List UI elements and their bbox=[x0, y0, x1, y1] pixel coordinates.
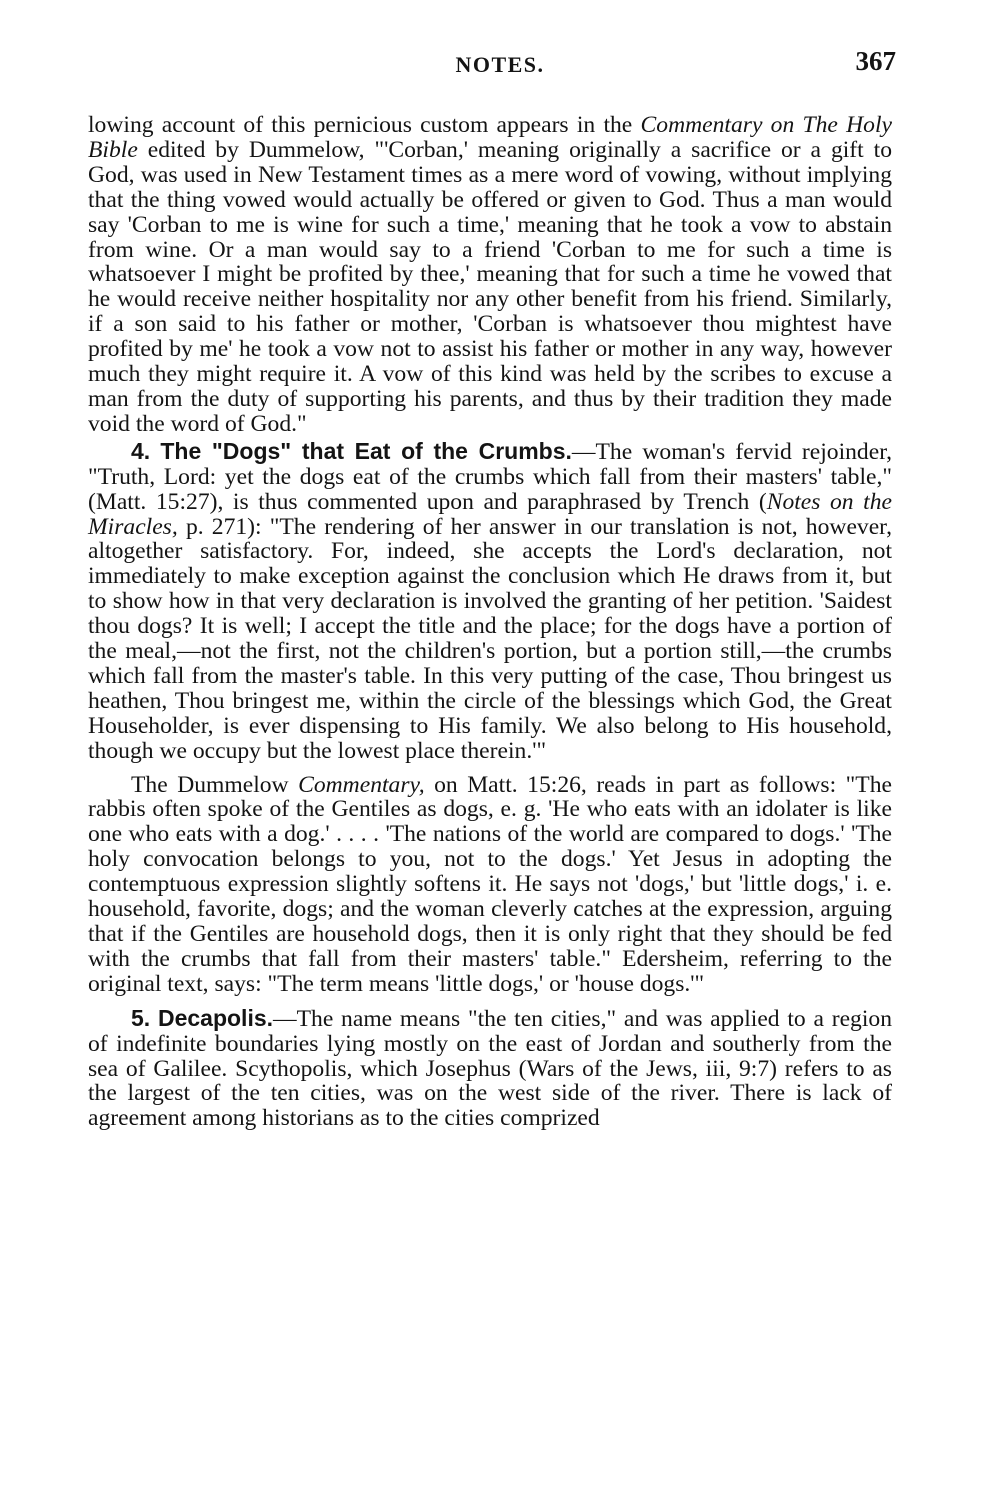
miracles-title: Notes on the Miracles, bbox=[88, 488, 892, 540]
body-text bbox=[88, 113, 892, 1131]
note-heading-decapolis: Decapolis. bbox=[157, 1004, 274, 1031]
paragraph-decapolis bbox=[88, 1006, 892, 1132]
note-number-5: 5. bbox=[131, 1004, 151, 1031]
page-number: 367 bbox=[855, 46, 896, 76]
paragraph-corban-continued bbox=[88, 113, 892, 437]
paragraph-dogs-crumbs bbox=[88, 439, 892, 764]
commentary-title: Commentary on The Holy Bible bbox=[88, 112, 893, 163]
note-number-4: 4. bbox=[131, 437, 151, 464]
paragraph-dummelow bbox=[88, 773, 892, 997]
note-heading-dogs: The "Dogs" that Eat of the Crumbs. bbox=[160, 437, 572, 464]
dummelow-text-1: The Dummelow bbox=[131, 771, 299, 798]
dogs-text-2: p. 271): "The rendering of her answer in our translation is not, however, altogether satisfactory. For, indeed, she accepts the Lord's declaration, not immediately to make exception against the conclusion which He draws from it, but to show how in that very declaration is involved the granting of her petition. 'Saidest thou dogs? It is well; I accept the title and the place; for the dogs have a portion of the meal,—not the first, not the children's portion, but a portion still,—the crumbs which fall from the master's table. In this very putting of the case, Thou bringest us heathen, Thou bringest me, within the circle of the blessings which God, the Great Householder, is ever dispensing to His family. We also belong to His household, though we occupy but the lowest place therein.'" bbox=[88, 513, 892, 764]
dogs-text-1: —The woman's fervid rejoinder, "Truth, Lord: yet the dogs eat of the crumbs which fall from their masters' table," (Matt. 15:27), is thus commented upon and paraphrased by Trench ( bbox=[88, 438, 893, 515]
dummelow-text-2: on Matt. 15:26, reads in part as follows: "The rabbis often spoke of the Gentiles as dogs, e. g. 'He who eats with an idolater is like one who eats with a dog.' . . . . 'The nations of the world are compared to dogs.' 'The holy convocation belongs to you, not to the dogs.' Yet Jesus in adopting the contemptuous expression slightly softens it. He says not 'dogs,' but 'little dogs,' i. e. household, favorite, dogs; and the woman cleverly catches at the expression, arguing that if the Gentiles are household dogs, then it is only right that they should be fed with the crumbs that fall from their masters' table." Edersheim, referring to the original text, says: "The term means 'little dogs,' or 'house dogs.'" bbox=[88, 771, 892, 997]
corban-text-2: edited by Dummelow, "'Corban,' meaning originally a sacrifice or a gift to God, was used in New Testament times as a mere word of vowing, without implying that the thing vowed would actually be offered or given to God. Thus a man would say 'Corban to me is wine for such a time,' meaning that he took a vow to abstain from wine. Or a man would say to a friend 'Corban to me for such a time is whatsoever I might be profited by thee,' meaning that for such a time he vowed that he would receive neither hospitality nor any other benefit from his friend. Similarly, if a son said to his father or mother, 'Corban is whatsoever thou mightest have profited by me' he took a vow not to assist his father or mother in any way, however much they might require it. A vow of this kind was held by the scribes to excuse a man from the duty of supporting his parents, and thus by their tradition they made void the word of God." bbox=[88, 136, 892, 437]
corban-text-1: lowing account of this pernicious custom appears in the bbox=[88, 112, 641, 138]
commentary-word: Commentary, bbox=[298, 771, 425, 798]
decapolis-text-1: —The name means "the ten cities," and was applied to a region of indefinite boundaries lying mostly on the east of Jordan and southerly from the sea of Galilee. Scythopolis, which Josephus (Wars of the Jews, iii, 9:7) refers to as the largest of the ten cities, was on the west side of the river. There is lack of agreement among historians as to the cities comprized bbox=[88, 1005, 892, 1132]
running-title: NOTES. bbox=[455, 52, 545, 77]
